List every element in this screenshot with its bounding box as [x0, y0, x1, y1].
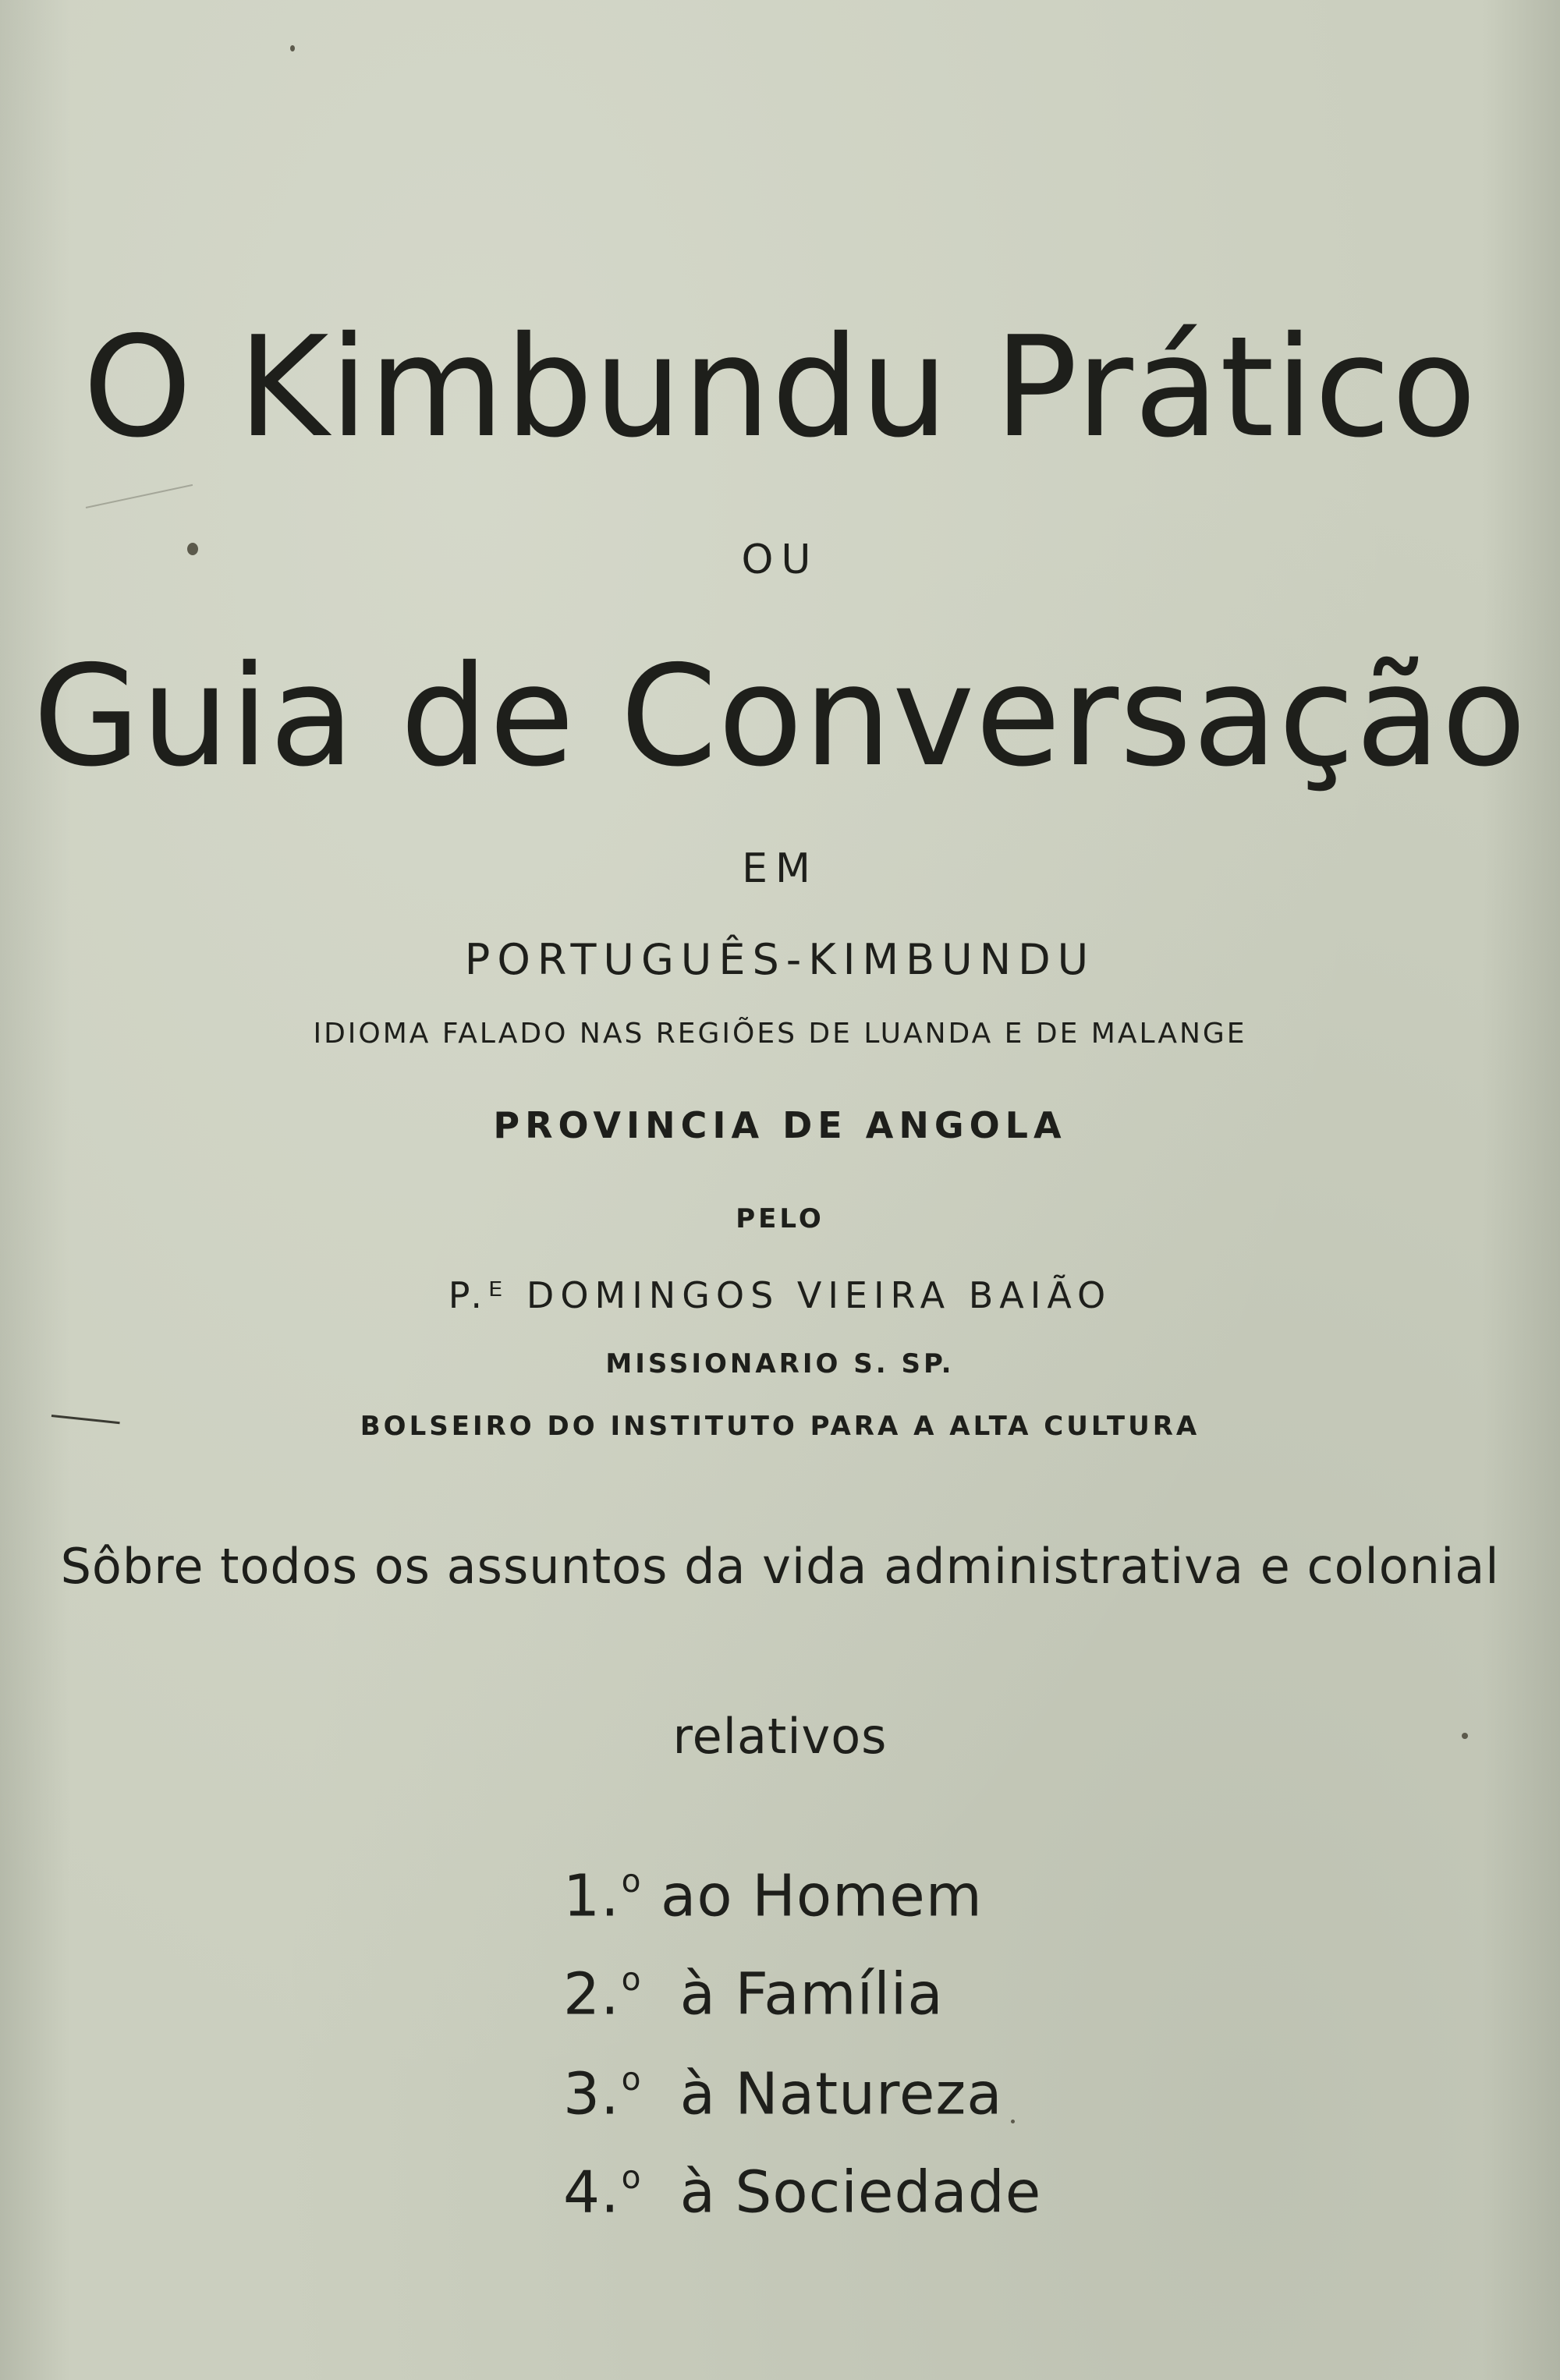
title-connector: OU	[741, 537, 819, 583]
topic-number: 3.	[563, 2060, 620, 2128]
subtitle-languages: PORTUGUÊS-KIMBUNDU	[464, 935, 1096, 984]
author-affiliation: BOLSEIRO DO INSTITUTO PARA A ALTA CULTURA	[360, 1411, 1200, 1442]
author-name: P.ᴱ DOMINGOS VIEIRA BAIÃO	[448, 1274, 1112, 1316]
author-role: MISSIONARIO S. SP.	[605, 1348, 955, 1379]
paper-speck	[1462, 1733, 1468, 1739]
topic-ordinal: o	[621, 1960, 642, 1998]
topic-item	[563, 1862, 983, 1930]
paper-crease	[86, 484, 193, 508]
book-title-line-2: Guia de Conversação	[33, 636, 1527, 797]
subtitle-em: EM	[742, 845, 818, 892]
topic-item	[563, 2060, 1003, 2128]
paper-speck	[290, 45, 295, 51]
description-relativos: relativos	[672, 1708, 888, 1765]
author-pelo: PELO	[736, 1203, 824, 1234]
topic-text: à Sociedade	[679, 2159, 1042, 2226]
topic-number: 1.	[563, 1862, 620, 1930]
topic-ordinal: o	[621, 1862, 642, 1900]
topic-text: à Família	[679, 1960, 944, 2028]
paper-speck	[187, 543, 198, 555]
topic-item	[563, 2159, 1042, 2226]
topic-ordinal: o	[621, 2159, 642, 2196]
topic-number: 2.	[563, 1960, 620, 2028]
description-line: Sôbre todos os assuntos da vida administrativa e colonial	[60, 1538, 1500, 1595]
topic-ordinal: o	[621, 2060, 642, 2098]
subtitle-provincia: PROVINCIA DE ANGOLA	[493, 1104, 1067, 1146]
topic-text: ao Homem	[661, 1862, 983, 1930]
book-title-line-1: O Kimbundu Prático	[83, 306, 1477, 468]
paper-speck	[1011, 2120, 1015, 2123]
topic-number: 4.	[563, 2159, 620, 2226]
topic-text: à Natureza	[679, 2060, 1003, 2128]
subtitle-idioma: IDIOMA FALADO NAS REGIÕES DE LUANDA E DE MALANGE	[313, 1018, 1247, 1050]
topic-item	[563, 1960, 944, 2028]
